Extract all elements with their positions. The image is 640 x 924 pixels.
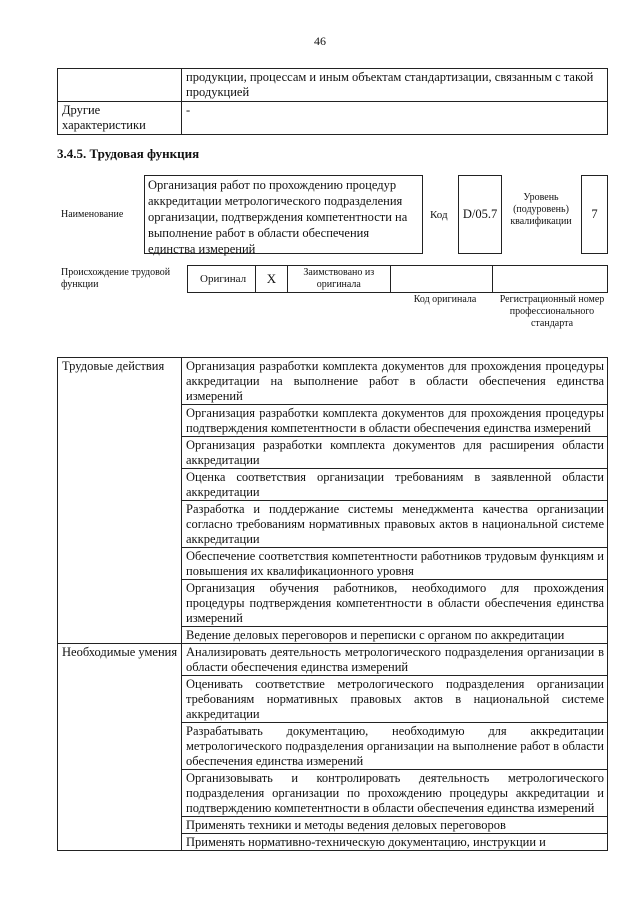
function-code: D/05.7: [458, 175, 502, 254]
table-row: [188, 266, 608, 293]
page-number: 46: [314, 34, 326, 48]
labor-action: Организация разработки комплекта документов для расширения области аккредитации: [182, 437, 608, 469]
labor-action: Ведение деловых переговоров и переписки с органом по аккредитации: [182, 627, 608, 644]
skill: Разрабатывать документацию, необходимую для аккредитации метрологического подразделения организации на выполнение работ в области обеспечения единства измерений: [182, 723, 608, 770]
function-name: Организация работ по прохождению процедур аккредитации метрологического подразделения организации, подтверждения компетентности на выполнение работ в области обеспечения единства измерений: [144, 175, 423, 254]
skill: Анализировать деятельность метрологического подразделения организации в области обеспечения единства измерений: [182, 644, 608, 676]
labor-function-table: [57, 357, 608, 851]
labor-action: Организация обучения работников, необходимого для прохождения процедуры подтверждения компетентности в области обеспечения единства измерений: [182, 580, 608, 627]
labor-action: Организация разработки комплекта документов для прохождения процедуры подтверждения компетентности в области обеспечения единства измерений: [182, 405, 608, 437]
skill: Организовывать и контролировать деятельность метрологического подразделения организации по прохождению процедуры аккредитации и подтверждению компетентности в области обеспечения единства измерений: [182, 770, 608, 817]
origin-label: Происхождение трудовой функции: [61, 267, 171, 290]
original-label: Оригинал: [188, 266, 256, 293]
skill: Применять техники и методы ведения деловых переговоров: [182, 817, 608, 834]
labor-action: Организация разработки комплекта документов для прохождения процедуры аккредитации на выполнение работ в области обеспечения единства измерений: [182, 358, 608, 405]
row-label: Другие характеристики: [58, 102, 182, 135]
code-original-label: Код оригинала: [413, 294, 477, 305]
skill: Применять нормативно-техническую документацию, инструкции и: [182, 834, 608, 851]
code-label: Код: [430, 209, 448, 221]
characteristics-table: [57, 68, 608, 135]
labor-action: Обеспечение соответствия компетентности работников трудовым функциям и повышения их квалификационного уровня: [182, 548, 608, 580]
registration-number-label: Регистрационный номер профессионального стандарта: [499, 294, 605, 329]
name-label: Наименование: [61, 209, 124, 220]
table-row: [58, 102, 608, 135]
origin-table: [187, 265, 608, 293]
code-original-cell: [390, 266, 493, 293]
table-row: [58, 358, 608, 405]
qualification-level: 7: [581, 175, 608, 254]
labor-action: Разработка и поддержание системы менеджмента качества организации согласно требованиям нормативных правовых актов в национальной системе аккредитации: [182, 501, 608, 548]
table-row: [58, 69, 608, 102]
qualification-level-label: Уровень (подуровень) квалификации: [510, 192, 572, 227]
skill: Оценивать соответствие метрологического подразделения организации требованиям нормативных правовых актов в национальной системе аккредитации: [182, 676, 608, 723]
row-text: -: [182, 102, 608, 135]
registration-number-cell: [493, 266, 608, 293]
borrowed-label: Заимствовано из оригинала: [287, 266, 390, 293]
table-row: [58, 644, 608, 676]
original-mark: X: [255, 266, 287, 293]
row-label: [58, 69, 182, 102]
section-heading: 3.4.5. Трудовая функция: [57, 146, 200, 161]
labor-actions-label: Трудовые действия: [58, 358, 182, 644]
skills-label: Необходимые умения: [58, 644, 182, 851]
row-text: продукции, процессам и иным объектам стандартизации, связанным с такой продукцией: [182, 69, 608, 102]
labor-action: Оценка соответствия организации требованиям в заявленной области аккредитации: [182, 469, 608, 501]
